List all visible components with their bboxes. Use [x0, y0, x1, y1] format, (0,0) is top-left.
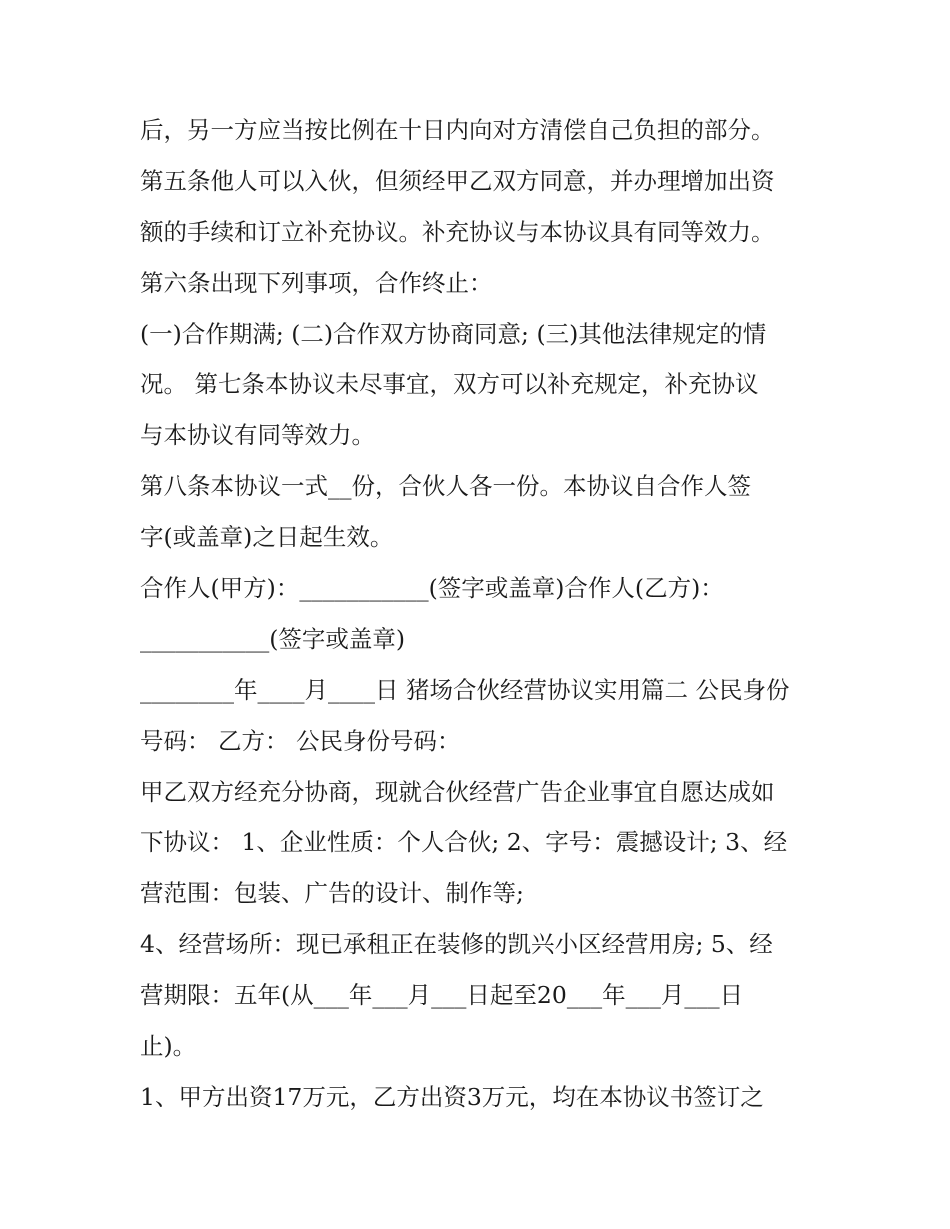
text-line: 1、甲方出资17万元，乙方出资3万元，均在本协议书签订之: [140, 1082, 764, 1111]
text-line: 止)。: [140, 1032, 197, 1061]
text-line: 下协议： 1、企业性质：个人合伙; 2、字号：震撼设计; 3、经: [140, 828, 788, 857]
text-line: 4、经营场所：现已承租正在装修的凯兴小区经营用房; 5、经: [140, 930, 773, 959]
text-line: 额的手续和订立补充协议。补充协议与本协议具有同等效力。: [140, 217, 775, 246]
text-line: ________年____月____日 猪场合伙经营协议实用篇二 公民身份: [140, 675, 790, 704]
text-line: 甲乙双方经充分协商，现就合伙经营广告企业事宜自愿达成如: [140, 777, 775, 806]
text-line: 字(或盖章)之日起生效。: [140, 523, 394, 552]
text-line: ___________(签字或盖章): [140, 624, 406, 653]
text-line: (一)合作期满; (二)合作双方协商同意; (三)其他法律规定的情: [140, 319, 767, 348]
document-body: [140, 109, 820, 1127]
text-line: 后，另一方应当按比例在十日内向对方清偿自己负担的部分。: [140, 116, 775, 144]
text-line: 营期限：五年(从___年___月___日起至20___年___月___日: [140, 981, 744, 1010]
text-line: 合作人(甲方)：___________(签字或盖章)合作人(乙方)：: [140, 574, 724, 603]
text-line: 第五条他人可以入伙，但须经甲乙双方同意，并办理增加出资: [140, 166, 775, 195]
text-line: 号码： 乙方： 公民身份号码：: [140, 726, 461, 755]
text-line: 营范围：包装、广告的设计、制作等;: [140, 879, 524, 908]
text-line: 况。 第七条本协议未尽事宜，双方可以补充规定，补充协议: [140, 370, 759, 399]
text-line: 与本协议有同等效力。: [140, 421, 375, 450]
text-line: 第六条出现下列事项，合作终止：: [140, 268, 493, 297]
text-line: 第八条本协议一式__份，合伙人各一份。本协议自合作人签: [140, 472, 751, 501]
